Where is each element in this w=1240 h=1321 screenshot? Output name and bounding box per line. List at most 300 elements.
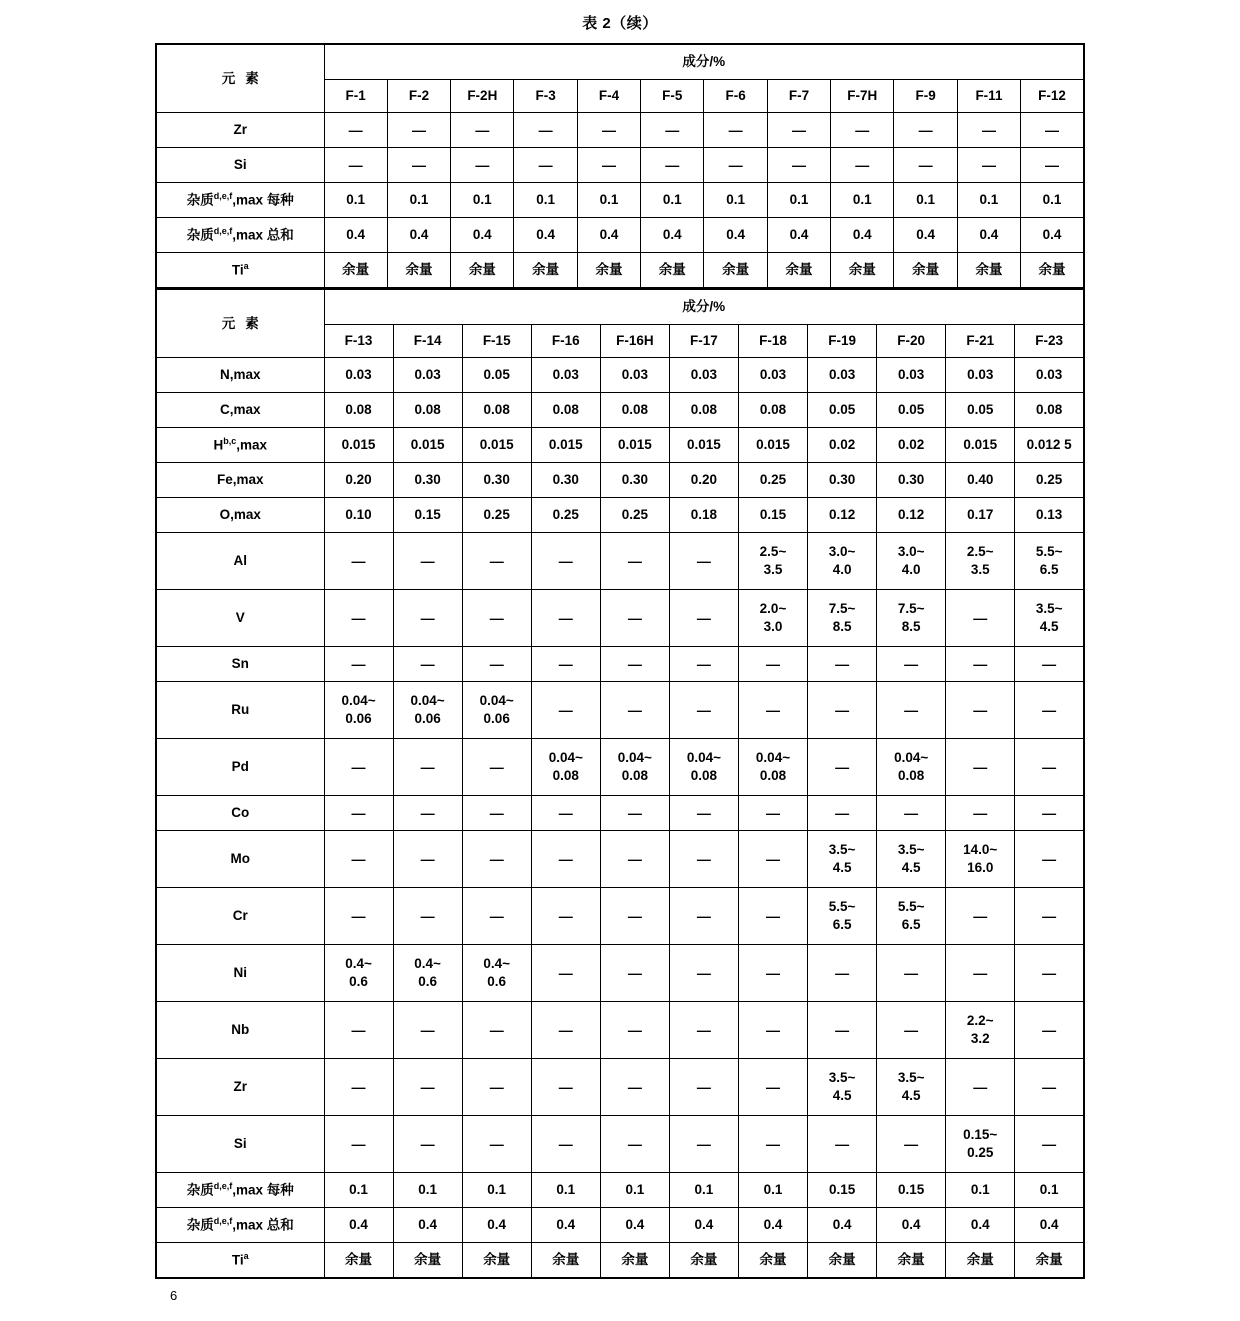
table-row <box>156 183 1084 218</box>
cell-value: 0.4~ 0.6 <box>393 945 462 1002</box>
grade-header-F-2H: F-2H <box>451 80 514 113</box>
grade-header-F-5: F-5 <box>641 80 704 113</box>
cell-value: 0.15 <box>877 1173 946 1208</box>
cell-value: 0.4 <box>704 218 767 253</box>
cell-value: 0.25 <box>462 498 531 533</box>
cell-value: 0.30 <box>531 463 600 498</box>
cell-value: 0.1 <box>704 183 767 218</box>
cell-value: — <box>324 590 393 647</box>
cell-value: 0.015 <box>738 428 807 463</box>
cell-value: 0.015 <box>946 428 1015 463</box>
cell-value: — <box>462 647 531 682</box>
cell-value: — <box>946 739 1015 796</box>
grade-header-F-9: F-9 <box>894 80 957 113</box>
table-row <box>156 498 1084 533</box>
cell-value: — <box>324 888 393 945</box>
cell-value: 0.15 <box>393 498 462 533</box>
cell-value: — <box>808 739 877 796</box>
cell-value: — <box>946 1059 1015 1116</box>
cell-value: 余量 <box>324 253 387 289</box>
cell-value: 0.4 <box>600 1208 669 1243</box>
row-element-label: N,max <box>156 358 324 393</box>
cell-value: — <box>324 148 387 183</box>
cell-value: — <box>894 148 957 183</box>
cell-value: 7.5~ 8.5 <box>877 590 946 647</box>
cell-value: — <box>738 682 807 739</box>
cell-value: 0.015 <box>531 428 600 463</box>
cell-value: — <box>946 796 1015 831</box>
cell-value: — <box>393 831 462 888</box>
row-element-label: 杂质$^{d,e,f}$,max 总和 <box>156 1208 324 1243</box>
cell-value: — <box>1021 148 1084 183</box>
grade-header-F-21: F-21 <box>946 325 1015 358</box>
grade-header-F-23: F-23 <box>1015 325 1084 358</box>
cell-value: — <box>600 682 669 739</box>
cell-value: 0.15~ 0.25 <box>946 1116 1015 1173</box>
cell-value: — <box>387 113 450 148</box>
cell-value: 0.4 <box>738 1208 807 1243</box>
cell-value: 3.0~ 4.0 <box>877 533 946 590</box>
cell-value: 0.4~ 0.6 <box>324 945 393 1002</box>
cell-value: 0.03 <box>1015 358 1084 393</box>
cell-value: 0.05 <box>808 393 877 428</box>
cell-value: — <box>531 831 600 888</box>
row-element-label: Ti$^a$ <box>156 253 324 289</box>
cell-value: — <box>894 113 957 148</box>
cell-value: 0.1 <box>831 183 894 218</box>
cell-value: 0.03 <box>946 358 1015 393</box>
cell-value: — <box>600 1116 669 1173</box>
table-row <box>156 113 1084 148</box>
cell-value: 0.015 <box>600 428 669 463</box>
table-row <box>156 945 1084 1002</box>
table-row <box>156 148 1084 183</box>
cell-value: 0.20 <box>669 463 738 498</box>
cell-value: — <box>387 148 450 183</box>
cell-value: 7.5~ 8.5 <box>808 590 877 647</box>
grade-header-F-2: F-2 <box>387 80 450 113</box>
cell-value: 0.04~ 0.08 <box>877 739 946 796</box>
cell-value: — <box>531 796 600 831</box>
cell-value: — <box>600 945 669 1002</box>
grade-header-F-11: F-11 <box>957 80 1020 113</box>
cell-value: — <box>600 1059 669 1116</box>
cell-value: — <box>600 647 669 682</box>
cell-value: 0.30 <box>877 463 946 498</box>
cell-value: — <box>1015 1002 1084 1059</box>
cell-value: 0.03 <box>324 358 393 393</box>
row-element-label: Nb <box>156 1002 324 1059</box>
cell-value: — <box>877 647 946 682</box>
table-header-row-element <box>156 44 1084 80</box>
cell-value: 0.03 <box>531 358 600 393</box>
cell-value: — <box>462 831 531 888</box>
cell-value: 余量 <box>946 1243 1015 1279</box>
cell-value: 余量 <box>1015 1243 1084 1279</box>
cell-value: 余量 <box>808 1243 877 1279</box>
cell-value: — <box>600 888 669 945</box>
row-element-label: Mo <box>156 831 324 888</box>
cell-value: 2.5~ 3.5 <box>946 533 1015 590</box>
row-element-label: O,max <box>156 498 324 533</box>
cell-value: 余量 <box>704 253 767 289</box>
header-element-label: 元素 <box>156 44 324 113</box>
table-row <box>156 1059 1084 1116</box>
cell-value: — <box>738 647 807 682</box>
cell-value: 余量 <box>767 253 830 289</box>
grade-header-F-7: F-7 <box>767 80 830 113</box>
cell-value: 0.4 <box>641 218 704 253</box>
cell-value: 0.1 <box>451 183 514 218</box>
cell-value: — <box>738 888 807 945</box>
cell-value: — <box>531 1002 600 1059</box>
cell-value: — <box>946 682 1015 739</box>
cell-value: 余量 <box>831 253 894 289</box>
cell-value: 0.04~ 0.08 <box>600 739 669 796</box>
cell-value: — <box>393 888 462 945</box>
cell-value: 0.13 <box>1015 498 1084 533</box>
cell-value: — <box>393 1002 462 1059</box>
grade-header-F-1: F-1 <box>324 80 387 113</box>
cell-value: 余量 <box>669 1243 738 1279</box>
cell-value: 2.5~ 3.5 <box>738 533 807 590</box>
cell-value: 余量 <box>641 253 704 289</box>
cell-value: 0.4 <box>669 1208 738 1243</box>
table-row <box>156 393 1084 428</box>
cell-value: — <box>393 647 462 682</box>
cell-value: — <box>808 796 877 831</box>
cell-value: — <box>600 831 669 888</box>
cell-value: 0.015 <box>324 428 393 463</box>
cell-value: — <box>1015 831 1084 888</box>
cell-value: — <box>641 148 704 183</box>
cell-value: 0.1 <box>669 1173 738 1208</box>
cell-value: — <box>462 1059 531 1116</box>
cell-value: 0.4 <box>393 1208 462 1243</box>
cell-value: 0.03 <box>393 358 462 393</box>
cell-value: 0.30 <box>600 463 669 498</box>
cell-value: — <box>324 796 393 831</box>
row-element-label: Al <box>156 533 324 590</box>
cell-value: — <box>704 148 767 183</box>
cell-value: — <box>738 1059 807 1116</box>
grade-header-F-20: F-20 <box>877 325 946 358</box>
cell-value: — <box>669 533 738 590</box>
cell-value: 0.08 <box>738 393 807 428</box>
grade-header-F-4: F-4 <box>577 80 640 113</box>
cell-value: — <box>531 945 600 1002</box>
cell-value: 0.015 <box>462 428 531 463</box>
table-row <box>156 739 1084 796</box>
cell-value: 余量 <box>393 1243 462 1279</box>
cell-value: — <box>669 647 738 682</box>
cell-value: 0.4 <box>387 218 450 253</box>
cell-value: 0.1 <box>577 183 640 218</box>
grade-header-F-16: F-16 <box>531 325 600 358</box>
cell-value: 余量 <box>894 253 957 289</box>
row-element-label: Zr <box>156 1059 324 1116</box>
cell-value: — <box>462 1002 531 1059</box>
cell-value: 0.4 <box>1015 1208 1084 1243</box>
cell-value: — <box>324 1116 393 1173</box>
cell-value: 余量 <box>738 1243 807 1279</box>
grade-header-F-3: F-3 <box>514 80 577 113</box>
cell-value: — <box>324 831 393 888</box>
table-row <box>156 463 1084 498</box>
cell-value: — <box>669 1002 738 1059</box>
cell-value: — <box>669 1116 738 1173</box>
header-composition-label: 成分/% <box>324 289 1084 325</box>
cell-value: — <box>514 148 577 183</box>
cell-value: — <box>324 739 393 796</box>
cell-value: 0.18 <box>669 498 738 533</box>
cell-value: 0.25 <box>1015 463 1084 498</box>
cell-value: — <box>669 831 738 888</box>
cell-value: — <box>577 148 640 183</box>
cell-value: 0.04~ 0.08 <box>669 739 738 796</box>
cell-value: — <box>531 1059 600 1116</box>
cell-value: 0.1 <box>531 1173 600 1208</box>
cell-value: — <box>738 1002 807 1059</box>
cell-value: 0.4 <box>877 1208 946 1243</box>
cell-value: — <box>1015 1059 1084 1116</box>
cell-value: — <box>669 888 738 945</box>
cell-value: — <box>324 1002 393 1059</box>
cell-value: 0.04~ 0.06 <box>462 682 531 739</box>
cell-value: 0.03 <box>877 358 946 393</box>
cell-value: — <box>808 647 877 682</box>
composition-table-block-1 <box>155 43 1085 289</box>
table-block-1-body <box>156 44 1084 288</box>
cell-value: 余量 <box>577 253 640 289</box>
cell-value: 0.40 <box>946 463 1015 498</box>
row-element-label: Si <box>156 148 324 183</box>
cell-value: 0.4 <box>577 218 640 253</box>
cell-value: 0.08 <box>531 393 600 428</box>
row-element-label: Pd <box>156 739 324 796</box>
table-header-row-element <box>156 289 1084 325</box>
cell-value: 0.08 <box>600 393 669 428</box>
cell-value: 0.1 <box>641 183 704 218</box>
cell-value: 余量 <box>531 1243 600 1279</box>
table-row <box>156 428 1084 463</box>
grade-header-F-15: F-15 <box>462 325 531 358</box>
cell-value: 0.1 <box>600 1173 669 1208</box>
table-row <box>156 358 1084 393</box>
cell-value: 0.1 <box>324 1173 393 1208</box>
table-row <box>156 647 1084 682</box>
cell-value: 0.17 <box>946 498 1015 533</box>
cell-value: — <box>462 533 531 590</box>
cell-value: — <box>393 533 462 590</box>
cell-value: — <box>324 647 393 682</box>
cell-value: 0.15 <box>738 498 807 533</box>
cell-value: — <box>946 945 1015 1002</box>
cell-value: 0.08 <box>1015 393 1084 428</box>
cell-value: 0.04~ 0.06 <box>393 682 462 739</box>
cell-value: 0.4~ 0.6 <box>462 945 531 1002</box>
grade-header-F-18: F-18 <box>738 325 807 358</box>
cell-value: 0.12 <box>877 498 946 533</box>
table-caption: 表 2（续） <box>582 15 658 32</box>
cell-value: 0.4 <box>514 218 577 253</box>
cell-value: — <box>738 1116 807 1173</box>
cell-value: 0.10 <box>324 498 393 533</box>
cell-value: — <box>600 590 669 647</box>
table-row <box>156 1173 1084 1208</box>
cell-value: 0.30 <box>808 463 877 498</box>
cell-value: 0.12 <box>808 498 877 533</box>
cell-value: 0.30 <box>393 463 462 498</box>
cell-value: 0.08 <box>324 393 393 428</box>
cell-value: — <box>808 945 877 1002</box>
cell-value: 0.03 <box>738 358 807 393</box>
header-element-label: 元素 <box>156 289 324 358</box>
grade-header-F-17: F-17 <box>669 325 738 358</box>
cell-value: 0.4 <box>451 218 514 253</box>
cell-value: 0.05 <box>877 393 946 428</box>
cell-value: 0.02 <box>877 428 946 463</box>
cell-value: 0.015 <box>393 428 462 463</box>
cell-value: — <box>669 1059 738 1116</box>
cell-value: 余量 <box>324 1243 393 1279</box>
cell-value: — <box>531 1116 600 1173</box>
cell-value: — <box>1015 888 1084 945</box>
cell-value: 0.1 <box>957 183 1020 218</box>
cell-value: 余量 <box>877 1243 946 1279</box>
row-element-label: Fe,max <box>156 463 324 498</box>
cell-value: — <box>877 796 946 831</box>
cell-value: — <box>1015 1116 1084 1173</box>
cell-value: 0.015 <box>669 428 738 463</box>
cell-value: — <box>738 796 807 831</box>
cell-value: — <box>600 533 669 590</box>
cell-value: 0.1 <box>767 183 830 218</box>
cell-value: — <box>704 113 767 148</box>
cell-value: 余量 <box>514 253 577 289</box>
table-row <box>156 796 1084 831</box>
cell-value: 0.4 <box>1021 218 1084 253</box>
cell-value: 3.0~ 4.0 <box>808 533 877 590</box>
cell-value: 2.2~ 3.2 <box>946 1002 1015 1059</box>
cell-value: 余量 <box>387 253 450 289</box>
grade-header-F-19: F-19 <box>808 325 877 358</box>
cell-value: 0.1 <box>324 183 387 218</box>
cell-value: — <box>393 796 462 831</box>
cell-value: — <box>808 1002 877 1059</box>
cell-value: — <box>669 590 738 647</box>
row-element-label: H$^{b,c}$,max <box>156 428 324 463</box>
table-row <box>156 1116 1084 1173</box>
row-element-label: Cr <box>156 888 324 945</box>
cell-value: 0.04~ 0.06 <box>324 682 393 739</box>
cell-value: — <box>393 590 462 647</box>
cell-value: — <box>462 1116 531 1173</box>
cell-value: 5.5~ 6.5 <box>1015 533 1084 590</box>
cell-value: 0.03 <box>669 358 738 393</box>
cell-value: 0.15 <box>808 1173 877 1208</box>
cell-value: 0.05 <box>462 358 531 393</box>
cell-value: — <box>877 682 946 739</box>
cell-value: 0.4 <box>946 1208 1015 1243</box>
cell-value: 0.4 <box>808 1208 877 1243</box>
cell-value: 0.4 <box>894 218 957 253</box>
cell-value: 0.1 <box>462 1173 531 1208</box>
cell-value: — <box>831 113 894 148</box>
cell-value: 0.04~ 0.08 <box>531 739 600 796</box>
cell-value: — <box>324 533 393 590</box>
page-number: 6 <box>170 1288 178 1303</box>
row-element-label: Ni <box>156 945 324 1002</box>
cell-value: — <box>877 1002 946 1059</box>
header-composition-label: 成分/% <box>324 44 1084 80</box>
cell-value: — <box>808 682 877 739</box>
cell-value: 0.1 <box>514 183 577 218</box>
table-row <box>156 1243 1084 1279</box>
row-element-label: Zr <box>156 113 324 148</box>
cell-value: — <box>946 647 1015 682</box>
cell-value: — <box>669 945 738 1002</box>
cell-value: — <box>957 113 1020 148</box>
row-element-label: C,max <box>156 393 324 428</box>
cell-value: — <box>1015 647 1084 682</box>
cell-value: 0.4 <box>767 218 830 253</box>
cell-value: 余量 <box>1021 253 1084 289</box>
cell-value: 0.25 <box>531 498 600 533</box>
cell-value: — <box>531 888 600 945</box>
cell-value: 0.03 <box>808 358 877 393</box>
cell-value: — <box>1015 796 1084 831</box>
cell-value: — <box>531 682 600 739</box>
row-element-label: Sn <box>156 647 324 682</box>
cell-value: — <box>1021 113 1084 148</box>
row-element-label: Ru <box>156 682 324 739</box>
grade-header-F-6: F-6 <box>704 80 767 113</box>
cell-value: — <box>946 590 1015 647</box>
cell-value: 0.1 <box>1021 183 1084 218</box>
grade-header-F-13: F-13 <box>324 325 393 358</box>
cell-value: — <box>600 1002 669 1059</box>
table-container <box>155 43 1085 1279</box>
cell-value: 余量 <box>462 1243 531 1279</box>
cell-value: — <box>462 590 531 647</box>
cell-value: — <box>600 796 669 831</box>
cell-value: 3.5~ 4.5 <box>877 831 946 888</box>
cell-value: 0.03 <box>600 358 669 393</box>
cell-value: — <box>1015 739 1084 796</box>
cell-value: — <box>393 1059 462 1116</box>
cell-value: 0.4 <box>957 218 1020 253</box>
cell-value: 5.5~ 6.5 <box>808 888 877 945</box>
table-row <box>156 831 1084 888</box>
cell-value: — <box>393 1116 462 1173</box>
cell-value: 2.0~ 3.0 <box>738 590 807 647</box>
cell-value: 0.4 <box>324 1208 393 1243</box>
cell-value: — <box>767 148 830 183</box>
cell-value: — <box>738 831 807 888</box>
grade-header-F-7H: F-7H <box>831 80 894 113</box>
cell-value: — <box>877 1116 946 1173</box>
cell-value: 0.20 <box>324 463 393 498</box>
table-row <box>156 1208 1084 1243</box>
row-element-label: Co <box>156 796 324 831</box>
table-row <box>156 888 1084 945</box>
table-row <box>156 253 1084 289</box>
grade-header-F-12: F-12 <box>1021 80 1084 113</box>
cell-value: — <box>324 1059 393 1116</box>
cell-value: 0.25 <box>600 498 669 533</box>
cell-value: — <box>831 148 894 183</box>
